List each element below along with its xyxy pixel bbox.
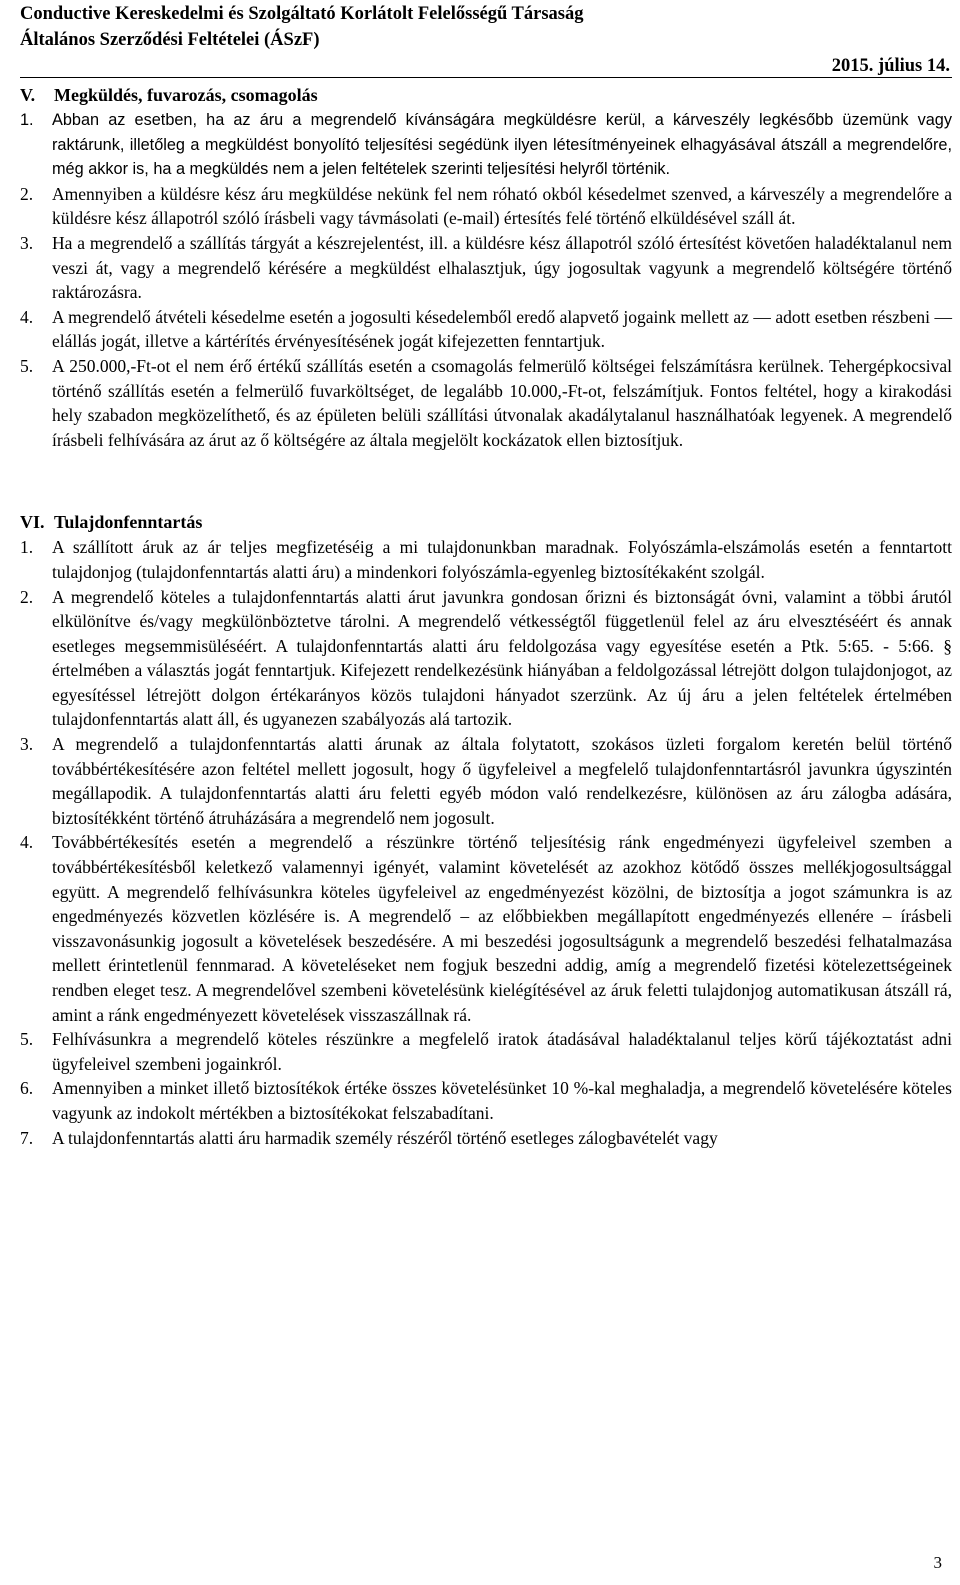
item-number: 5. bbox=[20, 355, 34, 376]
item-number: 1. bbox=[20, 111, 34, 129]
section-title: Megküldés, fuvarozás, csomagolás bbox=[54, 85, 318, 105]
item-text: Felhívásunkra a megrendelő köteles részünkre a megfelelő iratok átadásával haladéktalanul teljes körű tájékoztatást adni ügyfeleivel szembeni jogainkról. bbox=[52, 1029, 952, 1074]
item-text: Amennyiben a minket illető biztosítékok értéke összes követelésünket 10 %-kal meghaladja, a megrendelő követelésére köteles vagyunk az indokolt mértékben a biztosítékokat felszabadítani. bbox=[52, 1078, 952, 1123]
list-item bbox=[20, 585, 952, 733]
document-page bbox=[20, 0, 952, 1572]
list-item bbox=[20, 354, 952, 452]
company-name: Conductive Kereskedelmi és Szolgáltató Korlátolt Felelősségű Társaság bbox=[20, 4, 584, 24]
list-item bbox=[20, 1126, 952, 1151]
section-title: Tulajdonfenntartás bbox=[54, 512, 203, 533]
item-number: 4. bbox=[20, 832, 34, 853]
item-text: A szállított áruk az ár teljes megfizetéséig a mi tulajdonunkban maradnak. Folyószámla-elszámolás esetén a fenntartott tulajdonjog (tulajdonfenntartás alatti áru) a mindenkori folyószámla-egyenleg biztosítékaként szolgál. bbox=[52, 537, 952, 582]
page-header bbox=[20, 0, 952, 76]
list-item bbox=[20, 1027, 952, 1076]
item-text: Továbbértékesítés esetén a megrendelő a részünkre történő teljesítésig ránk engedményezi ügyfeleivel szemben a továbbértékesítésből keletkező valamennyi igényét, valamint követelését az azokhoz kötődő összes mellékjogosultsággal együtt. A megrendelő felhívásunkra köteles ügyfeleivel az engedményezést közölni, de biztosítja a jogot számunkra is az engedményezés közvetlen közlésére is. A megrendelő – az előbbiekben megállapított engedményezés ellenére – írásbeli visszavonásunkig jogosult a követelések beszedésére. A mi beszedési jogosultságunk a megrendelő beszedési felhatalmazása mellett érintetlenül fennmarad. A követeléseket nem fogjuk beszedni addig, amíg a megrendelő fizetési kötelezettségeinek rendben eleget tesz. A megrendelővel szembeni követelésünk kielégítésével az áruk feletti tulajdonjog automatikusan átszáll rá, amint a ránk engedményezett követelések visszaszállnak rá. bbox=[52, 832, 952, 1025]
list-item bbox=[20, 1076, 952, 1125]
list-item bbox=[20, 305, 952, 354]
item-number: 4. bbox=[20, 306, 34, 327]
item-number: 2. bbox=[20, 183, 34, 204]
document-date: 2015. július 14. bbox=[831, 56, 950, 76]
item-text: A megrendelő a tulajdonfenntartás alatti árunak az általa folytatott, szokásos üzleti forgalom keretén belül történő továbbértékesítésére azon feltétel mellett jogosult, hogy ő ügyfeleivel a megfelelő tulajdonfenntartásról javunkra úgyszintén megállapodik. A tulajdonfenntartás alatti áru feletti egyéb módon való rendelkezésre, különösen az áru zálogba adására, biztosítékként történő átruházására a megrendelő nem jogosult. bbox=[52, 734, 952, 828]
list-item bbox=[20, 535, 952, 584]
item-text: A 250.000,-Ft-ot el nem érő értékű szállítás esetén a csomagolás felmerülő költségei felszámításra kerülnek. Tehergépkocsival történő szállítás esetén a felmerülő fuvarköltséget, de legalább 10.000,-Ft-ot, felszámítjuk. Fontos feltétel, hogy a kirakodási hely szabadon megközelíthető, és az épületen belüli szállítási útvonalak akadálytalanul használhatóak legyenek. A megrendelő írásbeli felhívására az árut az ő költségére az általa megjelölt kockázatok ellen biztosítjuk. bbox=[52, 355, 952, 450]
item-number: 3. bbox=[20, 232, 34, 253]
item-number: 2. bbox=[20, 586, 34, 607]
document-body bbox=[20, 76, 952, 1150]
section-spacer bbox=[20, 452, 952, 503]
page-number: 3 bbox=[933, 1553, 942, 1572]
item-number: 5. bbox=[20, 1029, 34, 1050]
document-title: Általános Szerződési Feltételei (ÁSzF) bbox=[20, 30, 320, 50]
item-number: 3. bbox=[20, 734, 34, 755]
list-item bbox=[20, 231, 952, 305]
section-heading-v bbox=[20, 82, 952, 108]
list-item bbox=[20, 830, 952, 1027]
section-number: V. bbox=[20, 85, 36, 105]
item-text: Amennyiben a küldésre kész áru megküldése nekünk fel nem róható okból késedelmet szenved, a kárveszély a megrendelőre a küldésre kész állapotról szóló írásbeli vagy távmásolati (e-mail) értesítés felé történő elküldésével száll át. bbox=[52, 183, 952, 229]
section-heading-vi bbox=[20, 509, 952, 535]
item-text: Abban az esetben, ha az áru a megrendelő kívánságára megküldésre kerül, a kárveszély legkésőbb üzemünk vagy raktárunk, illetőleg a megküldést bonyolító teljesítési segédünk ilyen létesítményeinek elhagyásával átszáll a megrendelőre, még akkor is, ha a megküldés nem a jelen feltételek szerinti teljesítési helyről történik. bbox=[52, 111, 952, 179]
list-item bbox=[20, 108, 952, 182]
item-text: A megrendelő átvételi késedelme esetén a jogosulti késedelemből eredő alapvető jogaink mellett az — adott esetben részbeni — elállás jogát, illetve a kártérítés érvényesítésének jogát kifejezetten fenntartjuk. bbox=[52, 306, 952, 352]
item-text: A megrendelő köteles a tulajdonfenntartás alatti árut javunkra gondosan őrizni és biztonságát óvni, valamint a többi árutól elkülönítve és/vagy megkülönböztetve tárolni. A megrendelő vétkességtől függetlenül felel az áru elvesztéséért és annak esetleges megsemmisüléséért. A tulajdonfenntartás alatti áru feldolgozása vagy egyesítése esetén a Ptk. 5:65. - 5:66. § értelmében a választás jogát fenntartjuk. Kifejezett rendelkezésünk hiányában a feldolgozással létrejött dolgon tulajdonjogot, az egyesítéssel létrejött dolgon értékarányos közös tulajdoni hányadot szerzünk. Az új áru a jelen feltételek értelmében tulajdonfenntartás alatt áll, és ugyanezen szabályozás alá tartozik. bbox=[52, 586, 952, 730]
section-number: VI. bbox=[20, 512, 45, 533]
list-item bbox=[20, 732, 952, 830]
item-number: 1. bbox=[20, 537, 34, 558]
item-text: Ha a megrendelő a szállítás tárgyát a készrejelentést, ill. a küldésre kész állapotról szóló értesítést követően haladéktalanul nem veszi át, vagy a megrendelő kérésére a megküldést elhalasztjuk, úgy jogosultak vagyunk a megrendelő költségére történő raktározásra. bbox=[52, 232, 952, 303]
item-number: 7. bbox=[20, 1127, 34, 1148]
item-number: 6. bbox=[20, 1078, 34, 1099]
list-item bbox=[20, 182, 952, 231]
item-text: A tulajdonfenntartás alatti áru harmadik személy részéről történő esetleges zálogbavételét vagy bbox=[52, 1127, 718, 1148]
